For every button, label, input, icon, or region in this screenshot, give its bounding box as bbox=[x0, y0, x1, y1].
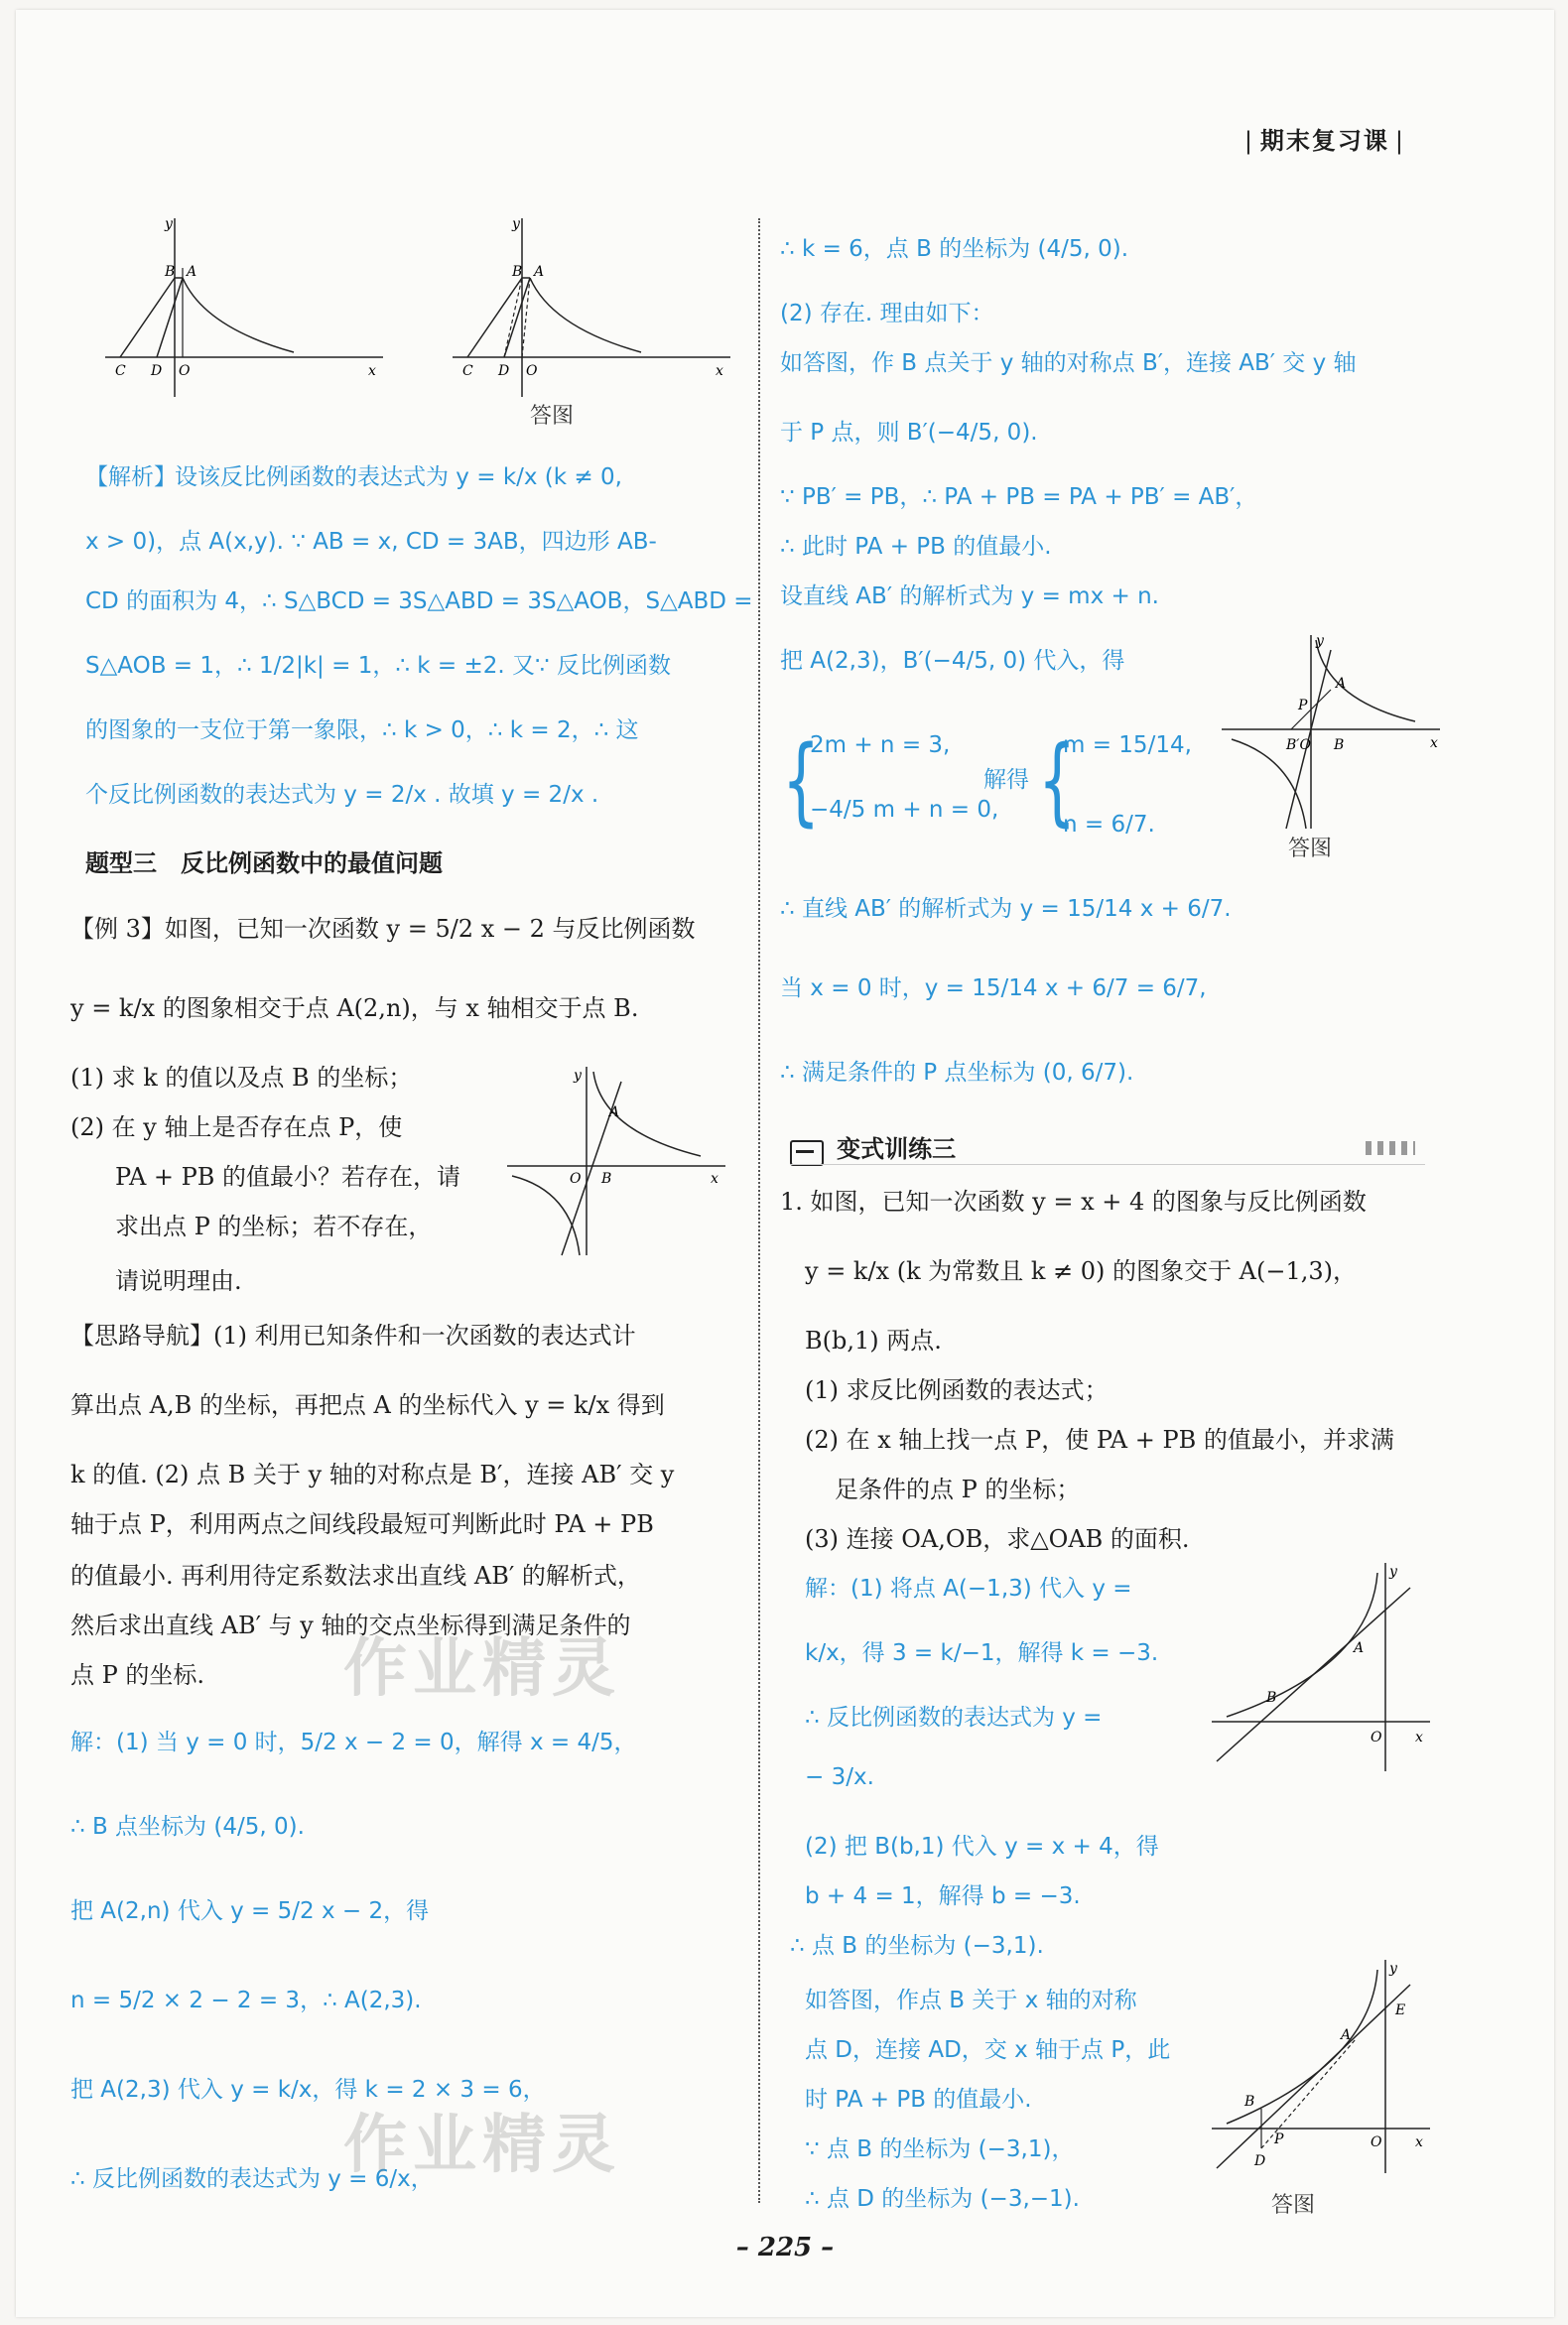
watermark: 作业精灵 bbox=[343, 1632, 621, 1706]
right-mid-1: 当 x = 0 时，y = 15/14 x + 6/7 = 6/7, bbox=[780, 975, 1207, 1001]
answer-line-7: 如答图，作点 B 关于 x 轴的对称 bbox=[805, 1988, 1137, 2013]
variant-title-bar bbox=[790, 1129, 1425, 1165]
system-left-1: −4/5 m + n = 0, bbox=[810, 797, 999, 823]
answer-line-5: b + 4 = 1，解得 b = −3. bbox=[805, 1883, 1081, 1909]
svg-text:D: D bbox=[498, 363, 510, 379]
svg-text:x: x bbox=[368, 363, 376, 379]
svg-text:B: B bbox=[1266, 1690, 1277, 1706]
system-left-0: 2m + n = 3, bbox=[810, 732, 951, 758]
analysis-line-4: 的图象的一支位于第一象限，∴ k > 0，∴ k = 2，∴ 这 bbox=[85, 717, 639, 743]
svg-text:C: C bbox=[115, 363, 126, 379]
page bbox=[16, 10, 1554, 2317]
page-number: – 225 – bbox=[735, 2233, 835, 2262]
svg-text:x: x bbox=[1415, 2134, 1423, 2150]
svg-text:O: O bbox=[526, 363, 538, 379]
system-brace-left: { bbox=[782, 726, 821, 838]
system-solved-label: 解得 bbox=[983, 767, 1029, 793]
right-line-6: 设直线 AB′ 的解析式为 y = mx + n. bbox=[780, 583, 1159, 609]
example-line-6: 请说明理由. bbox=[115, 1267, 242, 1295]
guide-line-4: 的值最小. 再利用待定系数法求出直线 AB′ 的解析式， bbox=[70, 1562, 641, 1590]
example-line-0: 【例 3】如图，已知一次函数 y = 5/2 x − 2 与反比例函数 bbox=[70, 915, 696, 943]
right-line-5: ∴ 此时 PA + PB 的值最小. bbox=[780, 534, 1052, 560]
solution-line-0: 解：(1) 当 y = 0 时，5/2 x − 2 = 0，解得 x = 4/5， bbox=[70, 1730, 637, 1755]
header-title: | 期末复习课 | bbox=[1244, 121, 1405, 156]
svg-text:O: O bbox=[1371, 1730, 1382, 1745]
problem-line-3: (1) 求反比例函数的表达式； bbox=[805, 1376, 1109, 1404]
guide-line-6: 点 P 的坐标. bbox=[70, 1661, 205, 1689]
solution-line-1: ∴ B 点坐标为 (4/5, 0). bbox=[70, 1814, 305, 1840]
analysis-line-2: CD 的面积为 4，∴ S△BCD = 3S△ABD = 3S△AOB，S△ABD = bbox=[85, 588, 753, 614]
solution-line-5: ∴ 反比例函数的表达式为 y = 6/x， bbox=[70, 2166, 434, 2192]
svg-text:O: O bbox=[179, 363, 191, 379]
pencil-icon bbox=[790, 1140, 824, 1166]
right-line-2: 如答图，作 B 点关于 y 轴的对称点 B′，连接 AB′ 交 y 轴 bbox=[780, 350, 1357, 376]
problem-line-1: y = k/x (k 为常数且 k ≠ 0) 的图象交于 A(−1,3)， bbox=[805, 1257, 1358, 1285]
column-divider bbox=[758, 218, 760, 2203]
example-line-5: 求出点 P 的坐标；若不存在， bbox=[115, 1213, 433, 1240]
solution-line-4: 把 A(2,3) 代入 y = k/x，得 k = 2 × 3 = 6， bbox=[70, 2077, 546, 2103]
figure-caption-right: 答图 bbox=[1288, 837, 1333, 861]
answer-line-2: ∴ 反比例函数的表达式为 y = bbox=[805, 1705, 1103, 1731]
figure-variant-1 bbox=[1207, 1558, 1435, 1776]
example-line-3: (2) 在 y 轴上是否存在点 P，使 bbox=[70, 1113, 403, 1141]
section-title: 题型三 反比例函数中的最值问题 bbox=[85, 849, 443, 877]
right-line-7: 把 A(2,3)，B′(−4/5, 0) 代入，得 bbox=[780, 648, 1125, 674]
figure-ab-prime bbox=[1217, 630, 1445, 839]
right-line-1: (2) 存在. 理由如下： bbox=[780, 301, 994, 326]
svg-text:D: D bbox=[151, 363, 163, 379]
svg-text:A: A bbox=[1341, 2027, 1352, 2043]
svg-text:y: y bbox=[165, 216, 173, 232]
guide-line-1: 算出点 A,B 的坐标，再把点 A 的坐标代入 y = k/x 得到 bbox=[70, 1391, 665, 1419]
answer-line-9: 时 PA + PB 的值最小. bbox=[805, 2087, 1032, 2113]
svg-text:B: B bbox=[165, 264, 176, 280]
analysis-line-5: 个反比例函数的表达式为 y = 2/x . 故填 y = 2/x . bbox=[85, 782, 599, 808]
guide-line-3: 轴于点 P，利用两点之间线段最短可判断此时 PA + PB bbox=[70, 1510, 654, 1538]
svg-text:A: A bbox=[609, 1104, 620, 1120]
guide-line-0: 【思路导航】(1) 利用已知条件和一次函数的表达式计 bbox=[70, 1322, 636, 1350]
answer-line-10: ∵ 点 B 的坐标为 (−3,1)， bbox=[805, 2136, 1075, 2162]
svg-text:A: A bbox=[1354, 1640, 1365, 1656]
svg-text:O: O bbox=[1371, 2134, 1382, 2150]
analysis-label: 【解析】 bbox=[85, 464, 177, 490]
analysis-line-3: S△AOB = 1，∴ 1/2|k| = 1，∴ k = ±2. 又∵ 反比例函数 bbox=[85, 653, 671, 679]
analysis-line-0: 设该反比例函数的表达式为 y = k/x (k ≠ 0, bbox=[175, 464, 622, 490]
system-right-0: m = 15/14, bbox=[1063, 732, 1192, 758]
variant-underline bbox=[790, 1164, 1425, 1165]
bar-decoration bbox=[1366, 1141, 1415, 1155]
svg-text:B: B bbox=[512, 264, 523, 280]
figure-caption-right-2: 答图 bbox=[1271, 2193, 1316, 2218]
solution-line-2: 把 A(2,n) 代入 y = 5/2 x − 2，得 bbox=[70, 1898, 430, 1924]
example-line-2: (1) 求 k 的值以及点 B 的坐标； bbox=[70, 1064, 413, 1092]
variant-title: 变式训练三 bbox=[837, 1135, 957, 1163]
solution-line-3: n = 5/2 × 2 − 2 = 3，∴ A(2,3). bbox=[70, 1988, 422, 2013]
figure-caption: 答图 bbox=[530, 404, 575, 429]
svg-text:O: O bbox=[570, 1171, 582, 1187]
svg-text:y: y bbox=[1316, 633, 1324, 649]
guide-line-2: k 的值. (2) 点 B 关于 y 轴的对称点是 B′，连接 AB′ 交 y bbox=[70, 1461, 675, 1488]
svg-text:A: A bbox=[187, 264, 197, 280]
answer-line-8: 点 D，连接 AD，交 x 轴于点 P，此 bbox=[805, 2037, 1171, 2063]
problem-line-4: (2) 在 x 轴上找一点 P，使 PA + PB 的值最小，并求满 bbox=[805, 1426, 1394, 1454]
svg-text:B: B bbox=[1244, 2094, 1255, 2110]
figure-variant-1-answer bbox=[1207, 1955, 1435, 2183]
system-brace-right: { bbox=[1038, 726, 1077, 838]
watermark: 作业精灵 bbox=[343, 2109, 621, 2182]
svg-text:C: C bbox=[462, 363, 473, 379]
answer-line-1: k/x，得 3 = k/−1，解得 k = −3. bbox=[805, 1640, 1159, 1666]
example-line-1: y = k/x 的图象相交于点 A(2,n)，与 x 轴相交于点 B. bbox=[70, 994, 639, 1022]
problem-line-2: B(b,1) 两点. bbox=[805, 1327, 942, 1355]
svg-text:y: y bbox=[512, 216, 520, 232]
svg-text:E: E bbox=[1395, 2002, 1406, 2018]
svg-text:P: P bbox=[1298, 698, 1308, 713]
svg-text:x: x bbox=[711, 1171, 719, 1187]
example-line-4: PA + PB 的值最小？若存在，请 bbox=[115, 1163, 461, 1191]
svg-text:A: A bbox=[1336, 676, 1347, 692]
figure-hyperbola-quad bbox=[95, 208, 393, 407]
problem-line-6: (3) 连接 OA,OB，求△OAB 的面积. bbox=[805, 1525, 1190, 1553]
problem-line-5: 足条件的点 P 的坐标； bbox=[835, 1476, 1081, 1503]
svg-text:D: D bbox=[1254, 2153, 1266, 2169]
svg-text:B: B bbox=[1334, 737, 1345, 753]
system-right-1: n = 6/7. bbox=[1063, 812, 1155, 838]
answer-line-3: − 3/x. bbox=[805, 1764, 874, 1790]
svg-text:B: B bbox=[601, 1171, 612, 1187]
guide-line-5: 然后求出直线 AB′ 与 y 轴的交点坐标得到满足条件的 bbox=[70, 1612, 631, 1639]
right-mid-0: ∴ 直线 AB′ 的解析式为 y = 15/14 x + 6/7. bbox=[780, 896, 1232, 922]
right-line-3: 于 P 点，则 B′(−4/5, 0). bbox=[780, 420, 1038, 446]
answer-line-0: 解：(1) 将点 A(−1,3) 代入 y = bbox=[805, 1576, 1132, 1602]
analysis-line-1: x > 0)，点 A(x,y). ∵ AB = x, CD = 3AB，四边形 AB- bbox=[85, 529, 657, 555]
figure-example3 bbox=[502, 1062, 730, 1260]
right-line-4: ∵ PB′ = PB，∴ PA + PB = PA + PB′ = AB′， bbox=[780, 484, 1258, 510]
svg-text:x: x bbox=[1430, 735, 1438, 751]
svg-text:y: y bbox=[1389, 1961, 1397, 1977]
answer-line-4: (2) 把 B(b,1) 代入 y = x + 4，得 bbox=[805, 1834, 1159, 1860]
svg-text:P: P bbox=[1274, 2131, 1284, 2147]
answer-line-6: ∴ 点 B 的坐标为 (−3,1). bbox=[790, 1933, 1044, 1959]
right-line-0: ∴ k = 6，点 B 的坐标为 (4/5, 0). bbox=[780, 236, 1129, 262]
svg-text:A: A bbox=[534, 264, 545, 280]
svg-text:y: y bbox=[574, 1068, 582, 1084]
problem-line-0: 1. 如图，已知一次函数 y = x + 4 的图象与反比例函数 bbox=[780, 1188, 1367, 1216]
svg-text:x: x bbox=[716, 363, 723, 379]
svg-text:B′O: B′O bbox=[1286, 737, 1311, 753]
answer-line-11: ∴ 点 D 的坐标为 (−3,−1). bbox=[805, 2186, 1080, 2212]
svg-text:y: y bbox=[1389, 1564, 1397, 1580]
figure-hyperbola-quad-answer bbox=[443, 208, 740, 407]
svg-text:x: x bbox=[1415, 1730, 1423, 1745]
right-mid-2: ∴ 满足条件的 P 点坐标为 (0, 6/7). bbox=[780, 1060, 1134, 1086]
